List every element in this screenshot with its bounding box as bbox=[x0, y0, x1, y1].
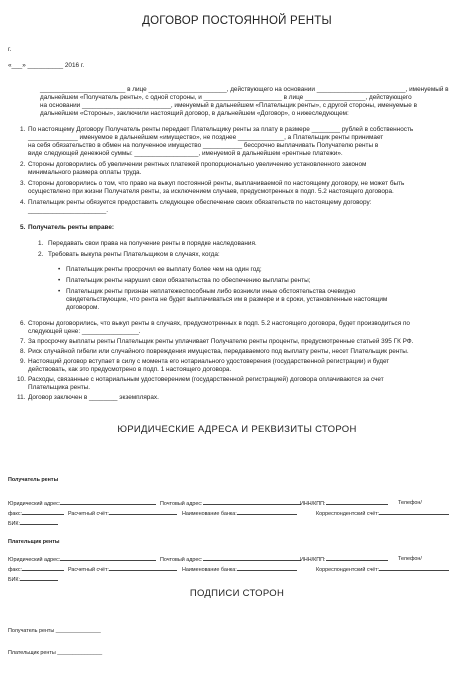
requisites-title: ЮРИДИЧЕСКИЕ АДРЕСА И РЕКВИЗИТЫ СТОРОН bbox=[117, 424, 357, 435]
requisite-field: ИНН/КПП: bbox=[300, 555, 388, 564]
document-title: ДОГОВОР ПОСТОЯННОЙ РЕНТЫ bbox=[142, 15, 332, 27]
requisite-field: Наименование банка: bbox=[182, 509, 297, 518]
clause-line: Плательщика ренты. bbox=[28, 384, 91, 391]
requisite-field: Почтовый адрес: bbox=[160, 499, 301, 508]
city-field: г. bbox=[8, 46, 12, 53]
clause-number: 6. bbox=[20, 320, 26, 327]
clause-number: 8. bbox=[20, 348, 26, 355]
bullet-icon: • bbox=[58, 277, 61, 284]
requisite-field: Юридический адрес: bbox=[8, 499, 156, 508]
clause-line: Договор заключен в ________ экземплярах. bbox=[28, 394, 159, 401]
clause-line: ______________________. bbox=[28, 207, 108, 214]
clause-line: минимального размера оплаты труда. bbox=[28, 169, 142, 176]
clause-number: 10. bbox=[17, 376, 26, 383]
bullet-icon: • bbox=[58, 288, 61, 295]
requisite-field: Наименование банка: bbox=[182, 565, 297, 574]
clause-number: 11. bbox=[17, 394, 26, 401]
clause-line: Стороны договорились об увеличении рентных платежей пропорционально увеличению установленного законом bbox=[28, 161, 367, 168]
bullet-icon: • bbox=[58, 266, 61, 273]
requisite-field: Корреспондентский счёт: bbox=[316, 509, 449, 518]
clause-number: 1. bbox=[20, 126, 26, 133]
requisite-field: Юридический адрес: bbox=[8, 555, 156, 564]
bullet-text: Плательщик ренты просрочил ее выплату более чем на один год; bbox=[66, 266, 262, 273]
clause-line: Стороны договорились о том, что право на выкуп постоянной ренты, выплачиваемой по настоящему договору, не может быть bbox=[28, 180, 405, 187]
clause-heading: Получатель ренты вправе: bbox=[28, 224, 115, 231]
preamble-line: дальнейшем «Стороны», заключили настоящий договор, в дальнейшем «Договор», о нижеследующем: bbox=[40, 110, 349, 117]
clause-number: 9. bbox=[20, 358, 26, 365]
signature-recipient: Получатель ренты _______________ bbox=[8, 628, 101, 634]
preamble-line: дальнейшем «Получатель ренты», с одной стороны, и ______________________ в лице _________________, действующего bbox=[40, 94, 412, 101]
clause-line: следующей цене: ________________. bbox=[28, 328, 141, 335]
preamble-line: ________________________ в лице ______________________, действующего на основании _________________________, именуемый в bbox=[40, 86, 449, 93]
requisite-field: факс: bbox=[8, 509, 64, 518]
subclause-number: 1. bbox=[38, 240, 44, 247]
subclause-text: Передавать свои права на получение ренты в порядке наследования. bbox=[48, 240, 257, 247]
requisite-field: БИК: bbox=[8, 575, 58, 584]
requisite-field: Корреспондентский счёт: bbox=[316, 565, 449, 574]
bullet-text: договором. bbox=[66, 304, 100, 311]
requisite-field: Расчетный счёт: bbox=[68, 509, 177, 518]
signatures-title: ПОДПИСИ СТОРОН bbox=[189, 588, 285, 599]
clause-number: 3. bbox=[20, 180, 26, 187]
clause-line: осуществлено при жизни Получателя ренты, за исключением случаев, предусмотренных в подп. 5.2 настоящего договора. bbox=[28, 188, 394, 195]
clause-number: 2. bbox=[20, 161, 26, 168]
clause-line: По настоящему Договору Получатель ренты передает Плательщику ренты за плату в размере ________ рублей в собственность bbox=[28, 126, 414, 133]
clause-line: виде следующей денежной суммы: __________________, именуемой в дальнейшем «рентные платежи». bbox=[28, 150, 343, 157]
subclause-text: Требовать выкупа ренты Плательщиком в случаях, когда: bbox=[48, 251, 220, 258]
clause-number: 4. bbox=[20, 199, 26, 206]
preamble-line: на основании _________________________, именуемый в дальнейшем «Плательщик ренты», с другой стороны, именуемые в bbox=[40, 102, 417, 109]
bullet-text: Плательщик ренты нарушил свои обязательства по обеспечению выплаты ренты; bbox=[66, 277, 311, 284]
clause-number: 5. bbox=[20, 224, 26, 231]
clause-line: Риск случайной гибели или случайного повреждения имущества, передаваемого под выплату ренты, несет Плательщик ренты. bbox=[28, 348, 409, 355]
clause-line: действовать, как это предусмотрено в подп. 1 настоящего договора. bbox=[28, 366, 232, 373]
clause-line: Настоящий договор вступает в силу с момента его нотариального удостоверения (государственной регистрации) и будет bbox=[28, 358, 390, 365]
requisite-field: факс: bbox=[8, 565, 64, 574]
clause-number: 7. bbox=[20, 338, 26, 345]
requisite-field: Почтовый адрес: bbox=[160, 555, 301, 564]
requisite-field: ИНН/КПП: bbox=[300, 499, 388, 508]
clause-line: ______________ именуемое в дальнейшем «имущество», не позднее _____________, а Плательщик ренты принимает bbox=[28, 134, 384, 141]
date-field: «___» __________ 2016 г. bbox=[8, 62, 85, 69]
subclause-number: 2. bbox=[38, 251, 44, 258]
clause-line: Плательщик ренты обязуется предоставить следующее обеспечение своих обязательств по настоящему договору: bbox=[28, 199, 372, 206]
signature-payer: Плательщик ренты _______________ bbox=[8, 650, 103, 656]
requisite-field: Расчетный счёт: bbox=[68, 565, 177, 574]
clause-line: на себя обязательство в обмен на полученное имущество ___________ бессрочно выплачивать Получателю ренты в bbox=[28, 142, 379, 149]
requisite-field: Телефон/ bbox=[398, 500, 422, 506]
party-label: Плательщик ренты bbox=[8, 539, 60, 545]
requisite-field: БИК: bbox=[8, 519, 58, 528]
bullet-text: Плательщик ренты признан неплатежеспособным либо возникли иные обстоятельства очевидно bbox=[66, 288, 356, 295]
clause-line: Расходы, связанные с нотариальным удостоверением (государственной регистрацией) договора оплачиваются за счет bbox=[28, 376, 384, 383]
clause-line: За просрочку выплаты ренты Плательщик ренты уплачивает Получателю ренты проценты, предусмотренные статьей 395 ГК РФ. bbox=[28, 338, 414, 345]
party-label: Получатель ренты bbox=[8, 477, 59, 483]
bullet-text: свидетельствующие, что рента не будет выплачиваться им в размере и в сроки, установленные настоящим bbox=[66, 296, 388, 303]
clause-line: Стороны договорились, что выкуп ренты в случаях, предусмотренных в подп. 5.2 настоящего договора, будет производиться по bbox=[28, 320, 410, 327]
requisite-field: Телефон/ bbox=[398, 556, 422, 562]
